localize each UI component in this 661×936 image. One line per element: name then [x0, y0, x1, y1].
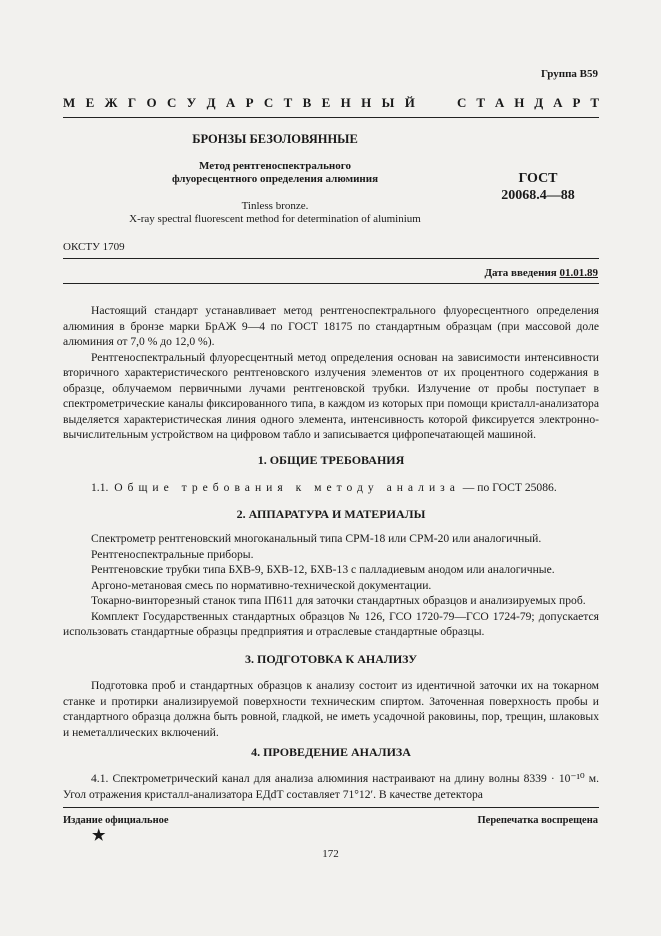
page-number: 172	[322, 848, 339, 860]
section-3-text	[63, 678, 599, 740]
method-line-1: Метод рентгеноспектрального	[199, 160, 351, 172]
equipment-item: Спектрометр рентгеновский многоканальный типа СРМ-18 или СРМ-20 или аналогичный.	[91, 532, 542, 545]
equipment-item: Аргоно-метановая смесь по нормативно-технической документации.	[91, 578, 432, 592]
section-4-heading: 4. ПРОВЕДЕНИЕ АНАЛИЗА	[251, 745, 411, 759]
intro-paragraph-2: Рентгеноспектральный флуоресцентный метод определения основан на зависимости интенсивности вторичного характеристического рентгеновского излучения элементов от их процентного содержания в образце, облучаемом первичными лучами рентгеновской трубки. Излучение от пробы поступает в спектрометрические каналы фиксированного типа, в каждом из которых при помощи кристалл-анализатора выделяется характеристическая линия одного элемента, интенсивность которой фиксируется электронно-вычислительным устройством на цифровом табло и записывается цифропечатающей машиной.	[63, 350, 599, 441]
clause-number: 1.1.	[91, 481, 109, 494]
header-rule	[63, 117, 599, 118]
english-title-line-2: X-ray spectral fluorescent method for determination of aluminium	[129, 213, 421, 225]
gost-code: 20068.4—88	[501, 188, 575, 203]
star-icon: ★	[92, 828, 106, 844]
oksty-rule	[63, 258, 599, 259]
section-4-paragraph: 4.1. Спектрометрический канал для анализа алюминия настраивают на длину волны 8339 · 10⁻¹⁰ м. Угол отражения кристалл-анализатора ЕДdТ составляет 71°12′. В качестве детектора	[63, 772, 599, 801]
reprint-prohibited-note: Перепечатка воспрещена	[477, 815, 598, 826]
method-line-2: флуоресцентного определения алюминия	[171, 173, 379, 185]
footer-rule	[63, 807, 599, 808]
intro-text	[63, 303, 599, 443]
intro-paragraph-1: Настоящий стандарт устанавливает метод рентгеноспектрального флуоресцентного определения алюминия в бронзе марки БрАЖ 9—4 по ГОСТ 18175 по стандартным образцам (при массовой доле алюминия от 7,0 % до 12,0 %).	[63, 304, 599, 348]
section-3-heading: 3. ПОДГОТОВКА К АНАЛИЗУ	[244, 652, 418, 666]
doc-title: БРОНЗЫ БЕЗОЛОВЯННЫЕ	[192, 132, 358, 146]
equipment-item: Рентгеноспектральные приборы.	[91, 547, 254, 561]
section-2-text	[63, 531, 599, 640]
section-4-text	[63, 771, 599, 802]
gost-number	[478, 170, 598, 204]
banner-right: С Т А Н Д А Р Т	[457, 95, 599, 110]
date-value: 01.01.89	[559, 267, 598, 279]
section-2-heading: 2. АППАРАТУРА И МАТЕРИАЛЫ	[236, 507, 426, 521]
clause-reference: — по ГОСТ 25086.	[462, 481, 557, 494]
standard-banner	[63, 95, 599, 111]
equipment-item: Рентгеновские трубки типа БХВ-9, БХВ-12, БХВ-13 с палладиевым анодом или аналогичные.	[91, 563, 555, 576]
group-code: Группа В59	[540, 68, 598, 80]
date-label: Дата введения	[484, 267, 557, 279]
official-edition-note: Издание официальное	[63, 815, 169, 826]
method-title	[120, 160, 430, 186]
equipment-item: Токарно-винторезный станок типа IП611 для заточки стандартных образцов и анализируемых проб.	[91, 594, 586, 607]
effective-date	[484, 267, 598, 279]
section-1-heading: 1. ОБЩИЕ ТРЕБОВАНИЯ	[257, 453, 405, 467]
clause-title: Общие требования к методу анализа	[114, 481, 460, 494]
gost-label: ГОСТ	[518, 171, 558, 186]
banner-left: М Е Ж Г О С У Д А Р С Т В Е Н Н Ы Й	[63, 95, 415, 110]
date-rule	[63, 283, 599, 284]
oksty-code: ОКСТУ 1709	[63, 241, 125, 253]
english-title	[100, 200, 450, 226]
equipment-item: Комплект Государственных стандартных образцов № 126, ГСО 1720-79—ГСО 1724-79; допускается использовать стандартные образцы предприятия и отраслевые стандартные образцы.	[63, 609, 599, 638]
section-3-paragraph: Подготовка проб и стандартных образцов к анализу состоит из идентичной заточки их на токарном станке и протирки анализируемой поверхности техническим спиртом. Заточенная поверхность пробы и стандартного образца должна быть ровной, гладкой, не иметь усадочной раковины, пор, трещин, шлаковых и неметаллических включений.	[63, 679, 599, 739]
section-1-paragraph	[63, 480, 599, 496]
english-title-line-1: Tinless bronze.	[241, 200, 309, 212]
section-1-text	[63, 480, 599, 496]
